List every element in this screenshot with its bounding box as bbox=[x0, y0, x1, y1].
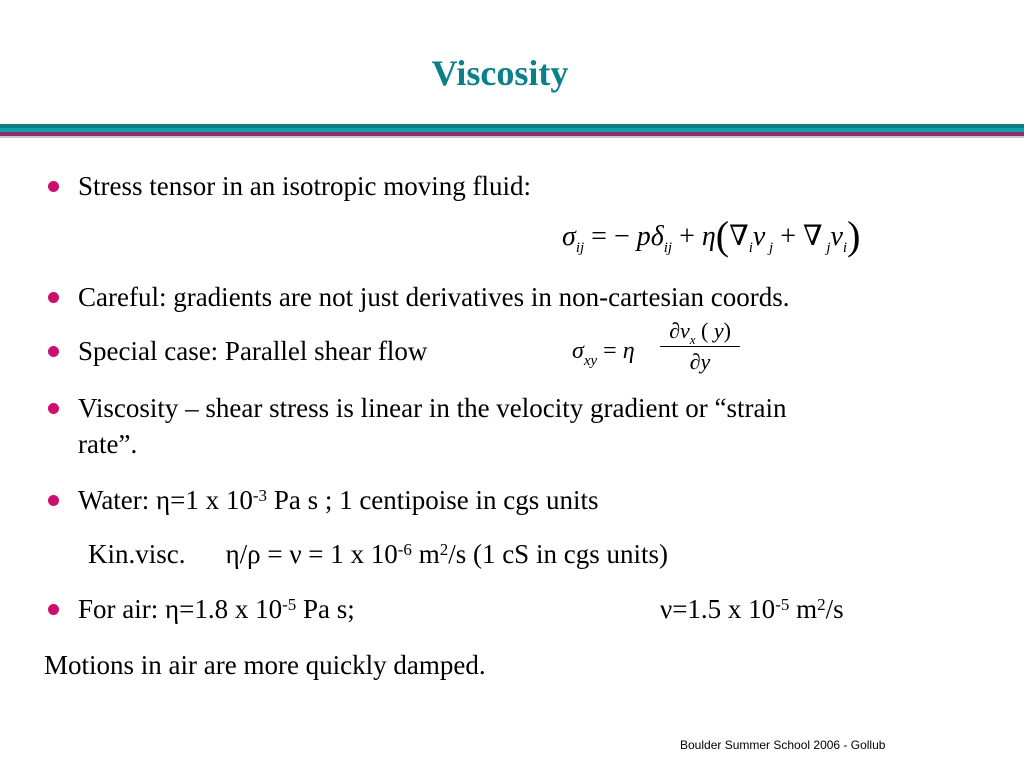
bullet-viscosity-line1: Viscosity – shear stress is linear in the velocity gradient or “strain bbox=[78, 393, 787, 423]
shear-flow-fraction: $\partial v_x$ ( y) ∂y bbox=[660, 318, 740, 375]
bullet-water bbox=[78, 484, 599, 516]
kinematic-viscosity-line bbox=[88, 538, 668, 570]
air-nu-pre: ν=1.5 x 10 bbox=[660, 594, 776, 624]
kin-unit-exp: 2 bbox=[439, 540, 449, 559]
bullet-viscosity-line2: rate”. bbox=[78, 429, 138, 459]
kin-label: Kin.visc. bbox=[88, 539, 186, 569]
footer-credit: Boulder Summer School 2006 - Gollub bbox=[680, 738, 886, 752]
stress-tensor-equation: $\sigma_{ij}$ = − $p\delta_{ij} + \eta(\nabla_iv$ $_j$ + ∇ $_jv_i$) bbox=[562, 213, 861, 258]
bullet-stress-tensor: Stress tensor in an isotropic moving fluid: bbox=[78, 171, 531, 201]
bullet-icon bbox=[48, 495, 59, 506]
slide-title: Viscosity bbox=[431, 53, 569, 93]
header-rule-gray bbox=[0, 136, 1024, 138]
air-nu-unit-exp: 2 bbox=[817, 595, 826, 614]
bullet-icon bbox=[48, 292, 59, 303]
kin-mid: η/ρ = ν = 1 x 10 bbox=[225, 539, 398, 569]
bullet-icon bbox=[48, 346, 59, 357]
bullet-icon bbox=[48, 181, 59, 192]
bullet-careful: Careful: gradients are not just derivatives in non-cartesian coords. bbox=[78, 282, 790, 312]
water-exp: -3 bbox=[252, 486, 268, 505]
bullet-icon bbox=[48, 403, 59, 414]
shear-flow-equation: $\sigma_{xy} = \eta$ bbox=[572, 338, 635, 369]
kin-unit: m bbox=[411, 539, 440, 569]
water-post: Pa s ; 1 centipoise in cgs units bbox=[267, 485, 599, 515]
air-nu-post: /s bbox=[825, 594, 844, 624]
bullet-air bbox=[78, 593, 355, 625]
air-exp: -5 bbox=[282, 595, 297, 614]
bullet-special-case: Special case: Parallel shear flow bbox=[78, 336, 428, 366]
air-nu-exp: -5 bbox=[775, 595, 790, 614]
bullet-icon bbox=[48, 604, 59, 615]
kin-post: /s (1 cS in cgs units) bbox=[448, 539, 668, 569]
air-nu-unit: m bbox=[789, 594, 818, 624]
air-post: Pa s; bbox=[296, 594, 355, 624]
water-pre: Water: η=1 x 10 bbox=[78, 485, 253, 515]
kin-exp: -6 bbox=[397, 540, 412, 559]
air-pre: For air: η=1.8 x 10 bbox=[78, 594, 283, 624]
air-kinematic-viscosity bbox=[660, 593, 844, 625]
conclusion-text: Motions in air are more quickly damped. bbox=[44, 650, 486, 680]
